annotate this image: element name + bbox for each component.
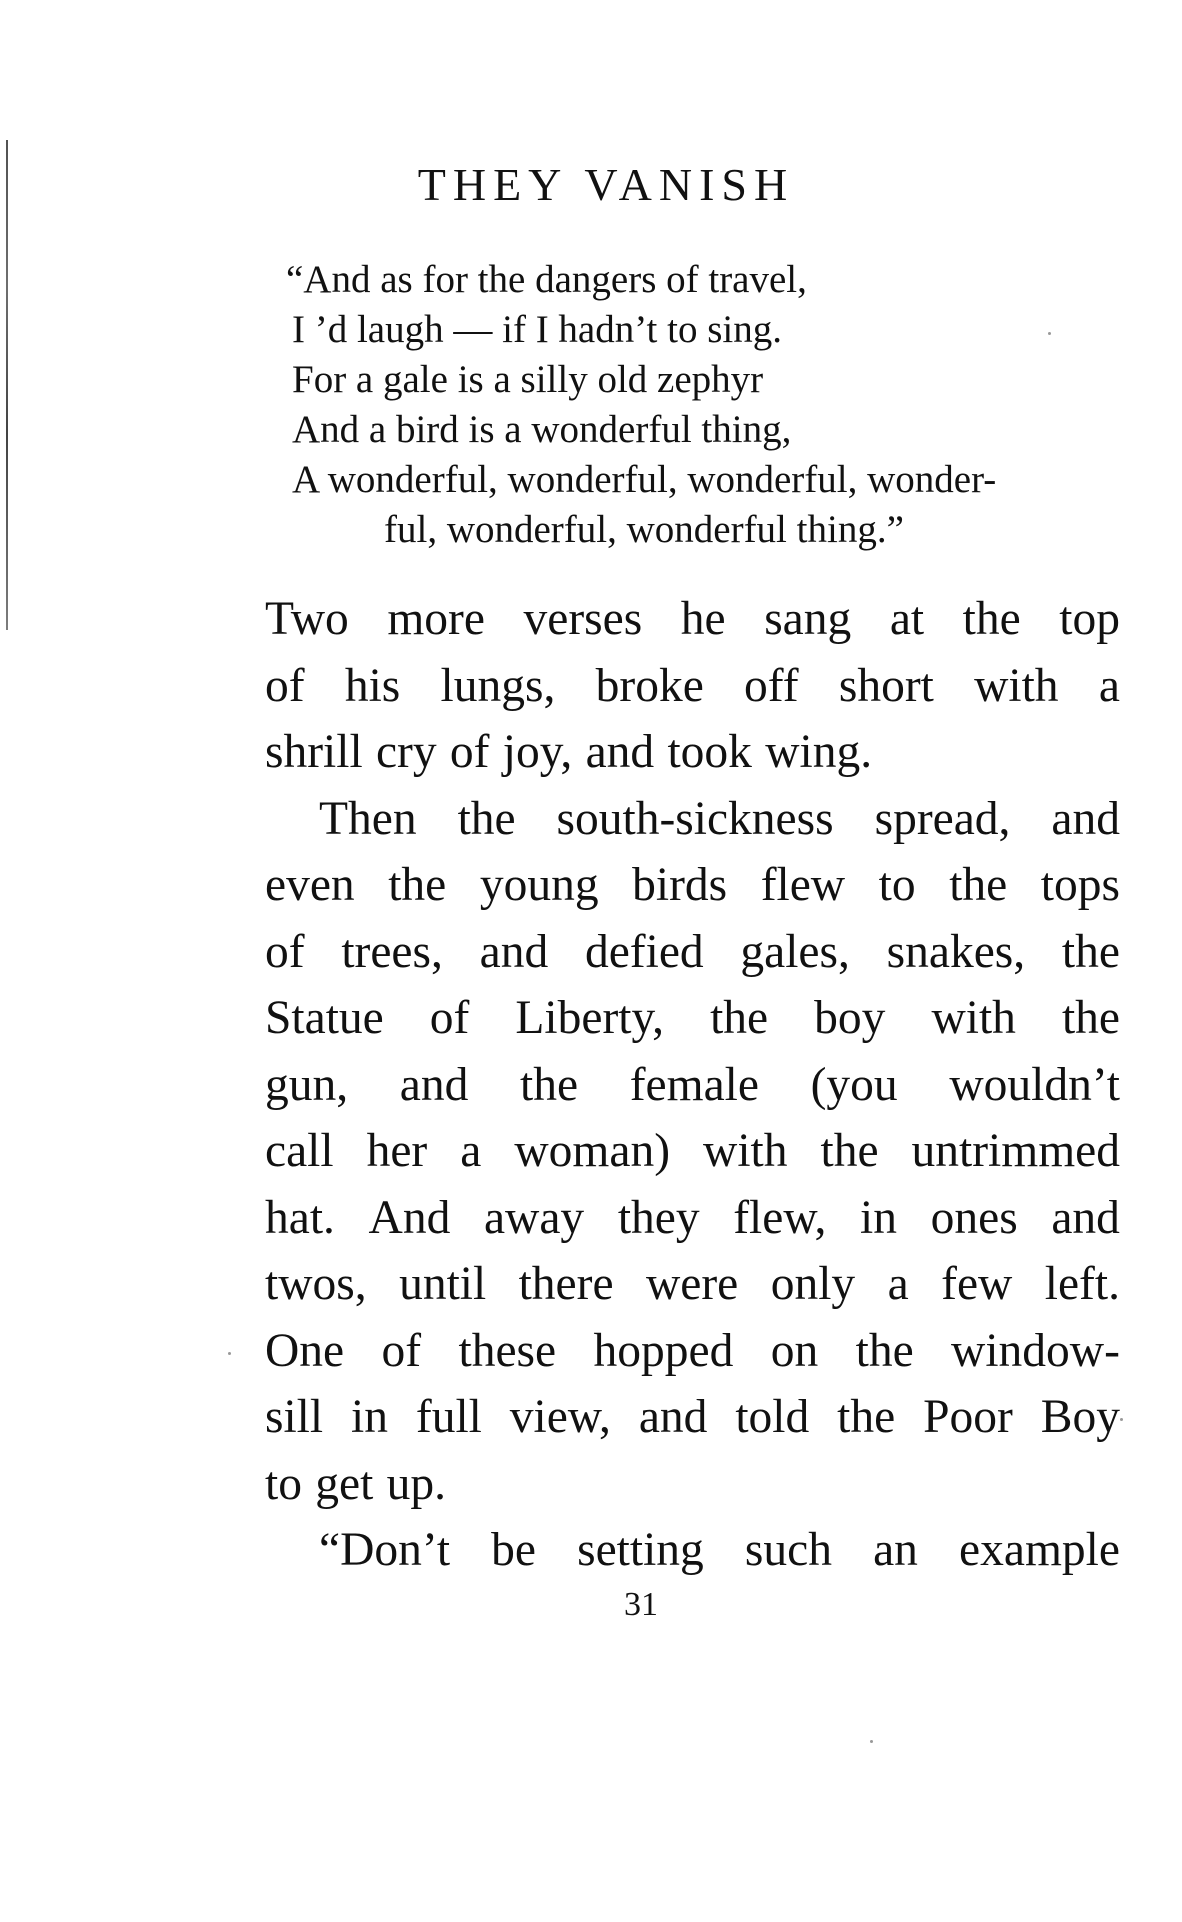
verse-line-continuation: ful, wonderful, wonderful thing.” bbox=[384, 508, 904, 551]
prose-word: and bbox=[1051, 1191, 1120, 1244]
prose-word: sill bbox=[265, 1391, 324, 1443]
prose-word: “Don’t bbox=[319, 1524, 451, 1576]
prose-word: off bbox=[744, 659, 799, 712]
verse-line: A wonderful, wonderful, wonderful, wonder- bbox=[292, 458, 997, 501]
prose-word: in bbox=[860, 1191, 897, 1244]
prose-word: the bbox=[962, 593, 1021, 645]
prose-word: Poor bbox=[923, 1391, 1013, 1443]
prose-word: the bbox=[855, 1324, 914, 1377]
prose-word: the bbox=[388, 859, 447, 911]
verse-line: “And as for the dangers of travel, bbox=[286, 258, 807, 301]
prose-word: call bbox=[265, 1125, 334, 1177]
prose-word: top bbox=[1059, 593, 1120, 645]
prose-word: he bbox=[680, 593, 726, 645]
prose-line bbox=[265, 1118, 1120, 1185]
running-head: THEY VANISH bbox=[417, 159, 795, 210]
prose-word: up. bbox=[386, 1457, 446, 1510]
verse-line: I ’d laugh — if I hadn’t to sing. bbox=[292, 308, 782, 351]
prose-word: And bbox=[368, 1191, 451, 1244]
verse-stanza bbox=[286, 255, 1126, 555]
prose-word: be bbox=[491, 1524, 536, 1576]
prose-word: Boy bbox=[1040, 1391, 1120, 1443]
prose-word: were bbox=[645, 1258, 739, 1310]
prose-word: Statue bbox=[265, 992, 384, 1044]
prose-word: and bbox=[399, 1058, 469, 1111]
prose-word: tops bbox=[1040, 859, 1120, 911]
prose-word: even bbox=[265, 859, 355, 911]
prose-word: female bbox=[629, 1058, 759, 1111]
prose-word: few bbox=[941, 1258, 1013, 1310]
prose-word: untrimmed bbox=[911, 1125, 1120, 1177]
prose-line bbox=[265, 719, 1120, 786]
prose-word: spread, bbox=[874, 792, 1011, 845]
prose-word: (you bbox=[810, 1058, 898, 1111]
prose-word: a bbox=[460, 1125, 482, 1177]
prose-word: trees, bbox=[341, 925, 443, 978]
prose-word: flew, bbox=[733, 1191, 827, 1244]
prose-line bbox=[265, 1318, 1120, 1385]
prose-word: of bbox=[381, 1324, 422, 1377]
prose-word: Two bbox=[265, 593, 349, 645]
prose-word: until bbox=[399, 1258, 487, 1310]
prose-word: with bbox=[974, 659, 1059, 712]
prose-line bbox=[265, 586, 1120, 653]
prose-word: gales, bbox=[740, 925, 850, 978]
prose-word: snakes, bbox=[886, 925, 1026, 978]
prose-word: birds bbox=[632, 859, 728, 911]
verse-line: And a bird is a wonderful thing, bbox=[292, 408, 792, 451]
prose-word: to bbox=[265, 1457, 302, 1510]
prose-word: of bbox=[265, 925, 305, 978]
prose-word: and bbox=[479, 925, 549, 978]
prose-word: the bbox=[820, 1125, 879, 1177]
prose-word: an bbox=[873, 1524, 918, 1576]
prose-body bbox=[265, 586, 1120, 1584]
prose-word: such bbox=[744, 1524, 832, 1576]
prose-line bbox=[265, 1251, 1120, 1318]
prose-word: the bbox=[457, 792, 516, 845]
prose-word: and bbox=[638, 1391, 708, 1443]
prose-word: short bbox=[838, 659, 934, 712]
prose-word: hat. bbox=[265, 1191, 335, 1244]
prose-line bbox=[265, 985, 1120, 1052]
prose-word: on bbox=[770, 1324, 819, 1377]
prose-word: left. bbox=[1044, 1258, 1120, 1310]
prose-word: sang bbox=[764, 593, 852, 645]
prose-line bbox=[265, 1384, 1120, 1451]
prose-word: of bbox=[265, 659, 305, 712]
prose-word: of bbox=[449, 726, 490, 778]
prose-word: took bbox=[667, 726, 752, 778]
prose-word: verses bbox=[523, 593, 643, 645]
prose-line bbox=[265, 653, 1120, 720]
prose-word: defied bbox=[584, 925, 704, 978]
prose-word: cry bbox=[375, 726, 437, 778]
prose-line bbox=[265, 1517, 1120, 1584]
prose-word: full bbox=[415, 1391, 482, 1443]
prose-word: young bbox=[479, 859, 599, 911]
prose-word: get bbox=[315, 1457, 374, 1510]
prose-word: the bbox=[520, 1058, 579, 1111]
prose-word: in bbox=[351, 1391, 388, 1443]
prose-word: the bbox=[710, 992, 769, 1044]
prose-word: her bbox=[366, 1125, 428, 1177]
prose-line bbox=[265, 786, 1120, 853]
prose-word: Liberty, bbox=[515, 992, 665, 1044]
paper-speck bbox=[1048, 332, 1051, 335]
prose-word: woman) bbox=[514, 1125, 671, 1177]
prose-word: the bbox=[1061, 925, 1120, 978]
prose-word: view, bbox=[509, 1391, 611, 1443]
prose-word: broke bbox=[595, 659, 704, 712]
prose-word: boy bbox=[814, 992, 886, 1044]
prose-word: gun, bbox=[265, 1058, 349, 1111]
verse-line: For a gale is a silly old zephyr bbox=[292, 358, 764, 401]
prose-word: more bbox=[387, 593, 485, 645]
prose-line bbox=[265, 1451, 1120, 1518]
prose-word: lungs, bbox=[440, 659, 556, 712]
prose-word: setting bbox=[577, 1524, 704, 1576]
prose-word: the bbox=[1061, 992, 1120, 1044]
prose-word: only bbox=[770, 1258, 856, 1310]
prose-line bbox=[265, 1185, 1120, 1252]
paper-speck bbox=[228, 1352, 231, 1355]
prose-word: of bbox=[429, 992, 470, 1044]
prose-word: Then bbox=[319, 792, 417, 845]
prose-word: with bbox=[703, 1125, 788, 1177]
prose-word: ones bbox=[930, 1191, 1018, 1244]
paper-speck bbox=[1120, 1418, 1123, 1421]
prose-word: window- bbox=[951, 1324, 1120, 1377]
prose-word: with bbox=[931, 992, 1016, 1044]
prose-word: south-sickness bbox=[556, 792, 834, 845]
prose-word: joy, bbox=[502, 726, 573, 778]
prose-word: wouldn’t bbox=[949, 1058, 1120, 1111]
prose-line bbox=[265, 919, 1120, 986]
prose-word: a bbox=[1098, 659, 1120, 712]
prose-word: at bbox=[889, 593, 925, 645]
prose-word: they bbox=[617, 1191, 700, 1244]
prose-line bbox=[265, 1052, 1120, 1119]
prose-word: to bbox=[878, 859, 916, 911]
prose-word: these bbox=[458, 1324, 557, 1377]
prose-word: the bbox=[949, 859, 1008, 911]
prose-word: twos, bbox=[265, 1258, 367, 1310]
prose-word: told bbox=[735, 1391, 810, 1443]
page-number: 31 bbox=[624, 1586, 658, 1623]
paper-speck bbox=[870, 1740, 873, 1743]
prose-line bbox=[265, 852, 1120, 919]
prose-word: flew bbox=[760, 859, 846, 911]
prose-word: One bbox=[265, 1324, 345, 1377]
prose-word: there bbox=[518, 1258, 614, 1310]
prose-word: away bbox=[483, 1191, 585, 1244]
binding-edge-mark bbox=[6, 140, 8, 630]
prose-word: example bbox=[959, 1524, 1120, 1576]
prose-word: and bbox=[1051, 792, 1120, 845]
prose-word: wing. bbox=[765, 726, 873, 778]
prose-word: the bbox=[837, 1391, 896, 1443]
prose-word: his bbox=[344, 659, 401, 712]
prose-word: a bbox=[887, 1258, 909, 1310]
prose-word: shrill bbox=[265, 726, 363, 778]
prose-word: hopped bbox=[593, 1324, 734, 1377]
prose-word: and bbox=[585, 726, 655, 778]
